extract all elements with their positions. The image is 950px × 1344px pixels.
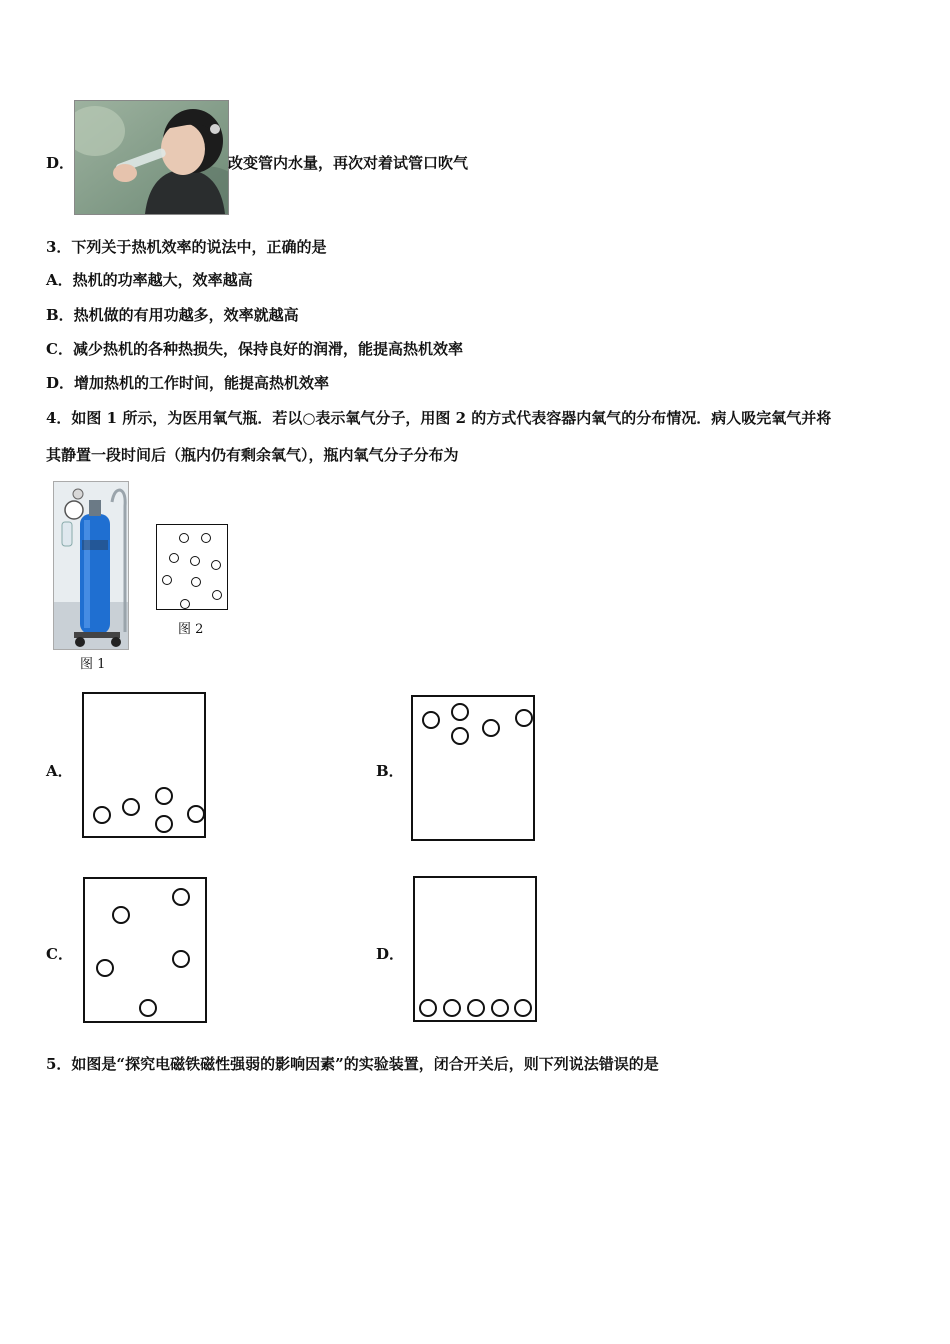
- q4-option-b-label: B．: [376, 762, 404, 780]
- oxygen-cylinder-photo: [53, 481, 129, 650]
- q4-option-a-label: A．: [46, 762, 73, 780]
- q3-option-a: A．热机的功率越大，效率越高: [46, 271, 253, 289]
- molecule: [515, 709, 533, 727]
- molecule: [191, 577, 201, 587]
- q3-option-c: C．减少热机的各种热损失，保持良好的润滑，能提高热机效率: [46, 340, 463, 358]
- q4-option-d-label: D．: [376, 945, 405, 963]
- figure-2-container: [156, 524, 228, 610]
- molecule: [451, 703, 469, 721]
- option-d-container: [413, 876, 537, 1022]
- molecule: [155, 815, 173, 833]
- molecule: [467, 999, 485, 1017]
- molecule: [514, 999, 532, 1017]
- molecule: [443, 999, 461, 1017]
- molecule: [139, 999, 157, 1017]
- q2-option-d-text: 改变管内水量，再次对着试管口吹气: [228, 154, 469, 172]
- molecule: [482, 719, 500, 737]
- molecule: [190, 556, 200, 566]
- molecule: [155, 787, 173, 805]
- molecule: [162, 575, 172, 585]
- molecule: [201, 533, 211, 543]
- molecule: [451, 727, 469, 745]
- molecule: [169, 553, 179, 563]
- molecule: [96, 959, 114, 977]
- q3-option-d: D．增加热机的工作时间，能提高热机效率: [46, 374, 330, 392]
- molecule: [179, 533, 189, 543]
- figure-1-caption: 图 1: [80, 657, 106, 672]
- molecule: [211, 560, 221, 570]
- option-b-container: [411, 695, 535, 841]
- option-a-container: [82, 692, 206, 838]
- molecule: [180, 599, 190, 609]
- molecule: [212, 590, 222, 600]
- q4-option-c-label: C．: [46, 945, 73, 963]
- q3-stem: 3．下列关于热机效率的说法中，正确的是: [46, 238, 327, 256]
- q4-stem-line2: 其静置一段时间后（瓶内仍有剩余氧气），瓶内氧气分子分布为: [46, 446, 459, 464]
- figure-2-caption: 图 2: [178, 622, 204, 637]
- molecule: [93, 806, 111, 824]
- girl-blowing-test-tube-photo: [74, 100, 229, 215]
- molecule: [187, 805, 205, 823]
- q5-stem: 5．如图是“探究电磁铁磁性强弱的影响因素”的实验装置，闭合开关后，则下列说法错误的是: [46, 1055, 659, 1073]
- molecule: [491, 999, 509, 1017]
- molecule: [112, 906, 130, 924]
- molecule: [422, 711, 440, 729]
- molecule: [172, 888, 190, 906]
- q3-option-b: B．热机做的有用功越多，效率就越高: [46, 306, 299, 324]
- molecule: [122, 798, 140, 816]
- molecule: [172, 950, 190, 968]
- q4-stem-line1: 4．如图 1 所示，为医用氧气瓶．若以○表示氧气分子，用图 2 的方式代表容器内氧气的分布情况．病人吸完氧气并将: [46, 409, 832, 427]
- q2-option-d-label: D．: [46, 154, 75, 172]
- molecule: [419, 999, 437, 1017]
- option-c-container: [83, 877, 207, 1023]
